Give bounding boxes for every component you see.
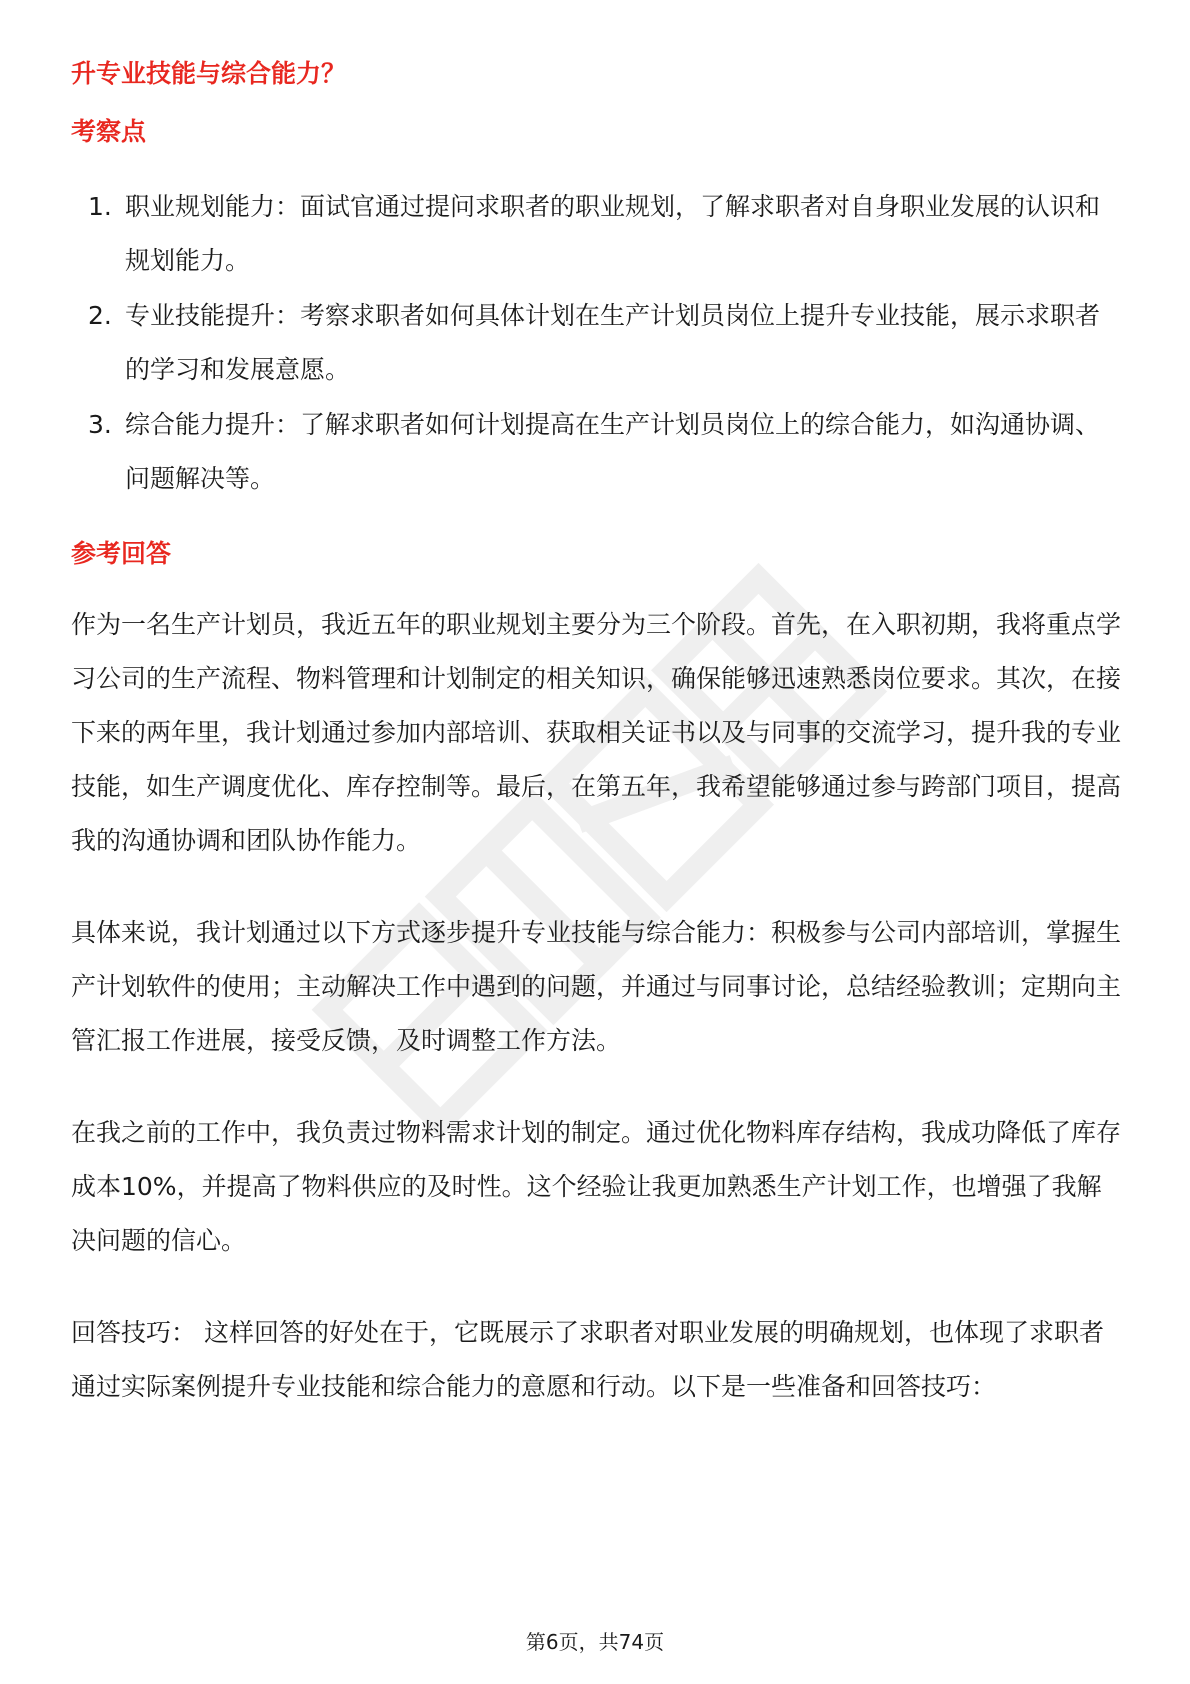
page-number-footer: 第6页，共74页 bbox=[525, 1630, 665, 1654]
list-item-number: 1. bbox=[88, 192, 112, 221]
document-body bbox=[71, 52, 1121, 1414]
list-item bbox=[71, 398, 1121, 506]
tips-paragraph: 回答技巧： 这样回答的好处在于，它既展示了求职者对职业发展的明确规划，也体现了求职者通过实际案例提升专业技能和综合能力的意愿和行动。以下是一些准备和回答技巧： bbox=[71, 1318, 1104, 1401]
points-list bbox=[71, 180, 1121, 506]
list-item-text: 综合能力提升：了解求职者如何计划提高在生产计划员岗位上的综合能力，如沟通协调、问题解决等。 bbox=[125, 410, 1101, 493]
answer-paragraph: 具体来说，我计划通过以下方式逐步提升专业技能与综合能力：积极参与公司内部培训，掌握生产计划软件的使用；主动解决工作中遇到的问题，并通过与同事讨论，总结经验教训；定期向主管汇报工作进展，接受反馈，及时调整工作方法。 bbox=[71, 918, 1122, 1055]
section-heading-points: 考察点 bbox=[71, 117, 147, 146]
list-item-text: 专业技能提升：考察求职者如何具体计划在生产计划员岗位上提升专业技能，展示求职者的学习和发展意愿。 bbox=[125, 301, 1101, 384]
answer-paragraph: 在我之前的工作中，我负责过物料需求计划的制定。通过优化物料库存结构，我成功降低了库存成本10%，并提高了物料供应的及时性。这个经验让我更加熟悉生产计划工作，也增强了我解决问题的信心。 bbox=[71, 1118, 1122, 1255]
list-item-number: 3. bbox=[88, 410, 112, 439]
list-item-text: 职业规划能力：面试官通过提问求职者的职业规划，了解求职者对自身职业发展的认识和规划能力。 bbox=[125, 192, 1101, 275]
answer-paragraph: 作为一名生产计划员，我近五年的职业规划主要分为三个阶段。首先，在入职初期，我将重点学习公司的生产流程、物料管理和计划制定的相关知识，确保能够迅速熟悉岗位要求。其次，在接下来的两年里，我计划通过参加内部培训、获取相关证书以及与同事的交流学习，提升我的专业技能，如生产调度优化、库存控制等。最后，在第五年，我希望能够通过参与跨部门项目，提高我的沟通协调和团队协作能力。 bbox=[71, 610, 1122, 855]
list-item-number: 2. bbox=[88, 301, 112, 330]
list-item bbox=[71, 180, 1121, 288]
section-heading-answer: 参考回答 bbox=[71, 539, 172, 568]
list-item bbox=[71, 289, 1121, 397]
question-title: 升专业技能与综合能力？ bbox=[71, 59, 347, 88]
